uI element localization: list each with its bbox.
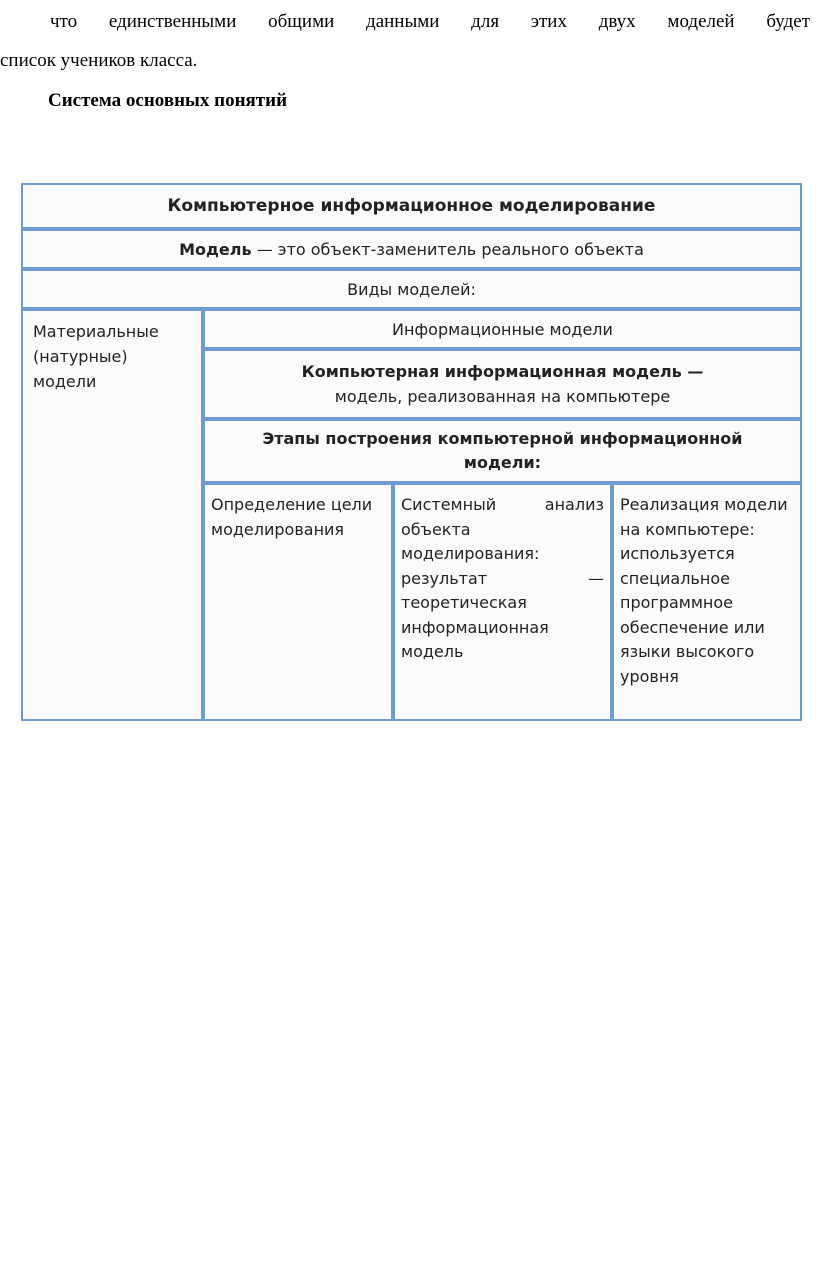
paragraph-line-2: список учеников класса. xyxy=(0,50,198,71)
computer-model-term: Компьютерная информационная модель — xyxy=(301,362,704,381)
stage-2-cell: Системный анализ объекта моделирования: результат — теоретическая информационная модель xyxy=(393,483,612,721)
section-heading: Система основных понятий xyxy=(48,90,288,111)
model-term: Модель xyxy=(179,239,252,259)
model-definition-text: — это объект-заменитель реального объекта xyxy=(251,239,644,259)
stage-1-cell: Определение цели моделирования xyxy=(203,483,393,721)
stage-3-cell: Реализация модели на компьютере: используется специальное программное обеспечение или языки высокого уровня xyxy=(612,483,802,721)
computer-model-definition: модель, реализованная на компьютере xyxy=(334,387,671,406)
material-models-cell: Материальные (натурные) модели xyxy=(21,309,203,721)
model-kinds-header: Виды моделей: xyxy=(21,269,802,309)
concept-table-figure xyxy=(21,183,802,721)
table-title: Компьютерное информационное моделирование xyxy=(21,183,802,229)
computer-model-cell xyxy=(203,349,802,419)
stages-header: Этапы построения компьютерной информационной модели: xyxy=(203,419,802,483)
model-definition-row xyxy=(21,229,802,269)
info-models-cell: Информационные модели xyxy=(203,309,802,349)
paragraph-line-1: что единственными общими данными для этих двух моделей будет xyxy=(50,11,810,32)
